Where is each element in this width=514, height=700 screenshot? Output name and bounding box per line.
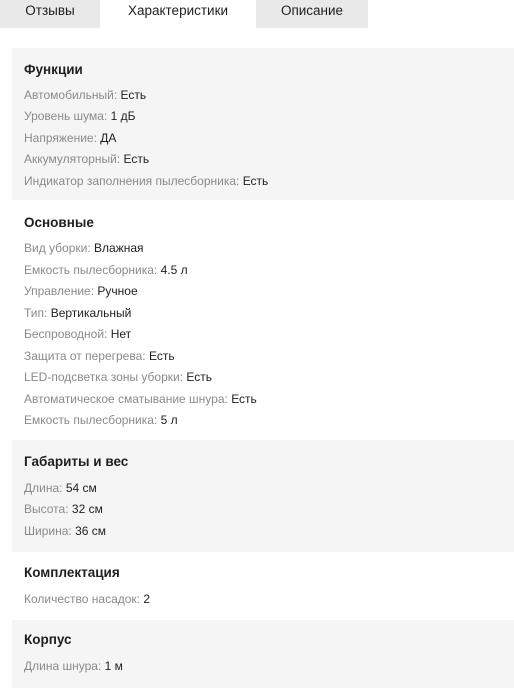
spec-key: Высота:: [24, 502, 69, 516]
spec-value: 1 м: [104, 659, 123, 673]
section-dimensions: [12, 440, 514, 552]
spec-row: [24, 284, 138, 298]
spec-value: Есть: [186, 370, 213, 384]
spec-key: Уровень шума:: [24, 109, 108, 123]
spec-key: Аккумуляторный:: [24, 152, 121, 166]
spec-key: Тип:: [24, 306, 48, 320]
section-package: [12, 552, 514, 620]
spec-key: Беспроводной:: [24, 327, 108, 341]
section-main: [12, 200, 514, 440]
spec-value: Ручное: [97, 284, 138, 298]
spec-value: 5 л: [160, 413, 178, 427]
spec-row: [24, 263, 188, 277]
spec-row: [24, 306, 131, 320]
spec-key: Вид уборки:: [24, 241, 91, 255]
spec-value: 32 см: [71, 502, 103, 516]
spec-key: Автомобильный:: [24, 88, 118, 102]
spec-row: [24, 592, 150, 606]
tab-description[interactable]: Описание: [256, 0, 368, 28]
spec-key: Количество насадок:: [24, 592, 141, 606]
spec-key: Длина шнура:: [24, 659, 102, 673]
spec-row: [24, 174, 268, 188]
spec-value: 2: [143, 592, 151, 606]
spec-value: Есть: [242, 174, 269, 188]
spec-key: Напряжение:: [24, 131, 97, 145]
spec-value: Есть: [120, 88, 147, 102]
spec-row: [24, 152, 149, 166]
spec-row: [24, 481, 97, 495]
spec-value: 4.5 л: [160, 263, 188, 277]
section-title: Комплектация: [24, 565, 120, 580]
spec-value: Есть: [231, 392, 257, 406]
tab-reviews[interactable]: Отзывы: [0, 0, 100, 28]
spec-value: Есть: [123, 152, 150, 166]
spec-row: [24, 392, 257, 406]
spec-value: Влажная: [94, 241, 144, 255]
spec-value: 1 дБ: [110, 109, 136, 123]
section-body: [12, 620, 514, 688]
spec-row: [24, 327, 131, 341]
tab-bar: [0, 0, 514, 28]
spec-value: Нет: [110, 327, 132, 341]
spec-key: Автоматическое сматывание шнура:: [24, 392, 228, 406]
spec-key: LED-подсветка зоны уборки:: [24, 370, 184, 384]
spec-value: Вертикальный: [50, 306, 132, 320]
spec-value: ДА: [100, 131, 117, 145]
section-title: Корпус: [24, 632, 72, 647]
spec-key: Индикатор заполнения пылесборника:: [24, 174, 240, 188]
spec-row: [24, 659, 123, 673]
spec-row: [24, 349, 175, 363]
spec-key: Ширина:: [24, 524, 72, 538]
spec-key: Управление:: [24, 284, 95, 298]
section-title: Основные: [24, 215, 94, 230]
spec-row: [24, 370, 212, 384]
spec-value: Есть: [148, 349, 175, 363]
section-title: Функции: [24, 62, 83, 77]
spec-row: [24, 413, 178, 427]
spec-value: 36 см: [75, 524, 106, 538]
spec-key: Емкость пылесборника:: [24, 263, 158, 277]
spec-row: [24, 131, 116, 145]
spec-row: [24, 109, 136, 123]
section-title: Габариты и вес: [24, 454, 129, 469]
spec-row: [24, 241, 144, 255]
tab-specifications[interactable]: Характеристики: [100, 0, 256, 28]
spec-key: Защита от перегрева:: [24, 349, 146, 363]
spec-row: [24, 502, 103, 516]
section-functions: [12, 48, 514, 200]
spec-row: [24, 524, 106, 538]
spec-key: Емкость пылесборника:: [24, 413, 158, 427]
spec-value: 54 см: [65, 481, 97, 495]
spec-row: [24, 88, 146, 102]
spec-key: Длина:: [24, 481, 63, 495]
